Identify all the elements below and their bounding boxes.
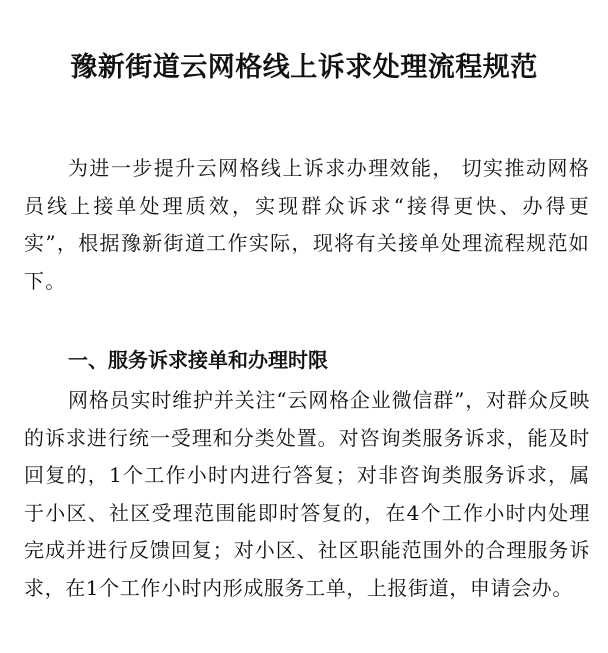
document-title: 豫新街道云网格线上诉求处理流程规范	[70, 52, 538, 84]
section-body-paragraph: 网格员实时维护并关注“云网格企业微信群”，对群众反映的诉求进行统一受理和分类处置。对咨询类服务诉求，能及时回复的，1个工作小时内进行答复；对非咨询类服务诉求，属于小区、社区受理范围能即时答复的，在4个工作小时内处理完成并进行反馈回复；对小区、社区职能范围外的合理服务诉求，在1个工作小时内形成服务工单，上报街道，申请会办。	[24, 388, 590, 600]
intro-paragraph: 为进一步提升云网格线上诉求办理效能， 切实推动网格员线上接单处理质效，实现群众诉求“接得更快、办得更实”，根据豫新街道工作实际，现将有关接单处理流程规范如下。	[24, 156, 590, 293]
section-heading: 一、服务诉求接单和办理时限	[68, 348, 328, 372]
